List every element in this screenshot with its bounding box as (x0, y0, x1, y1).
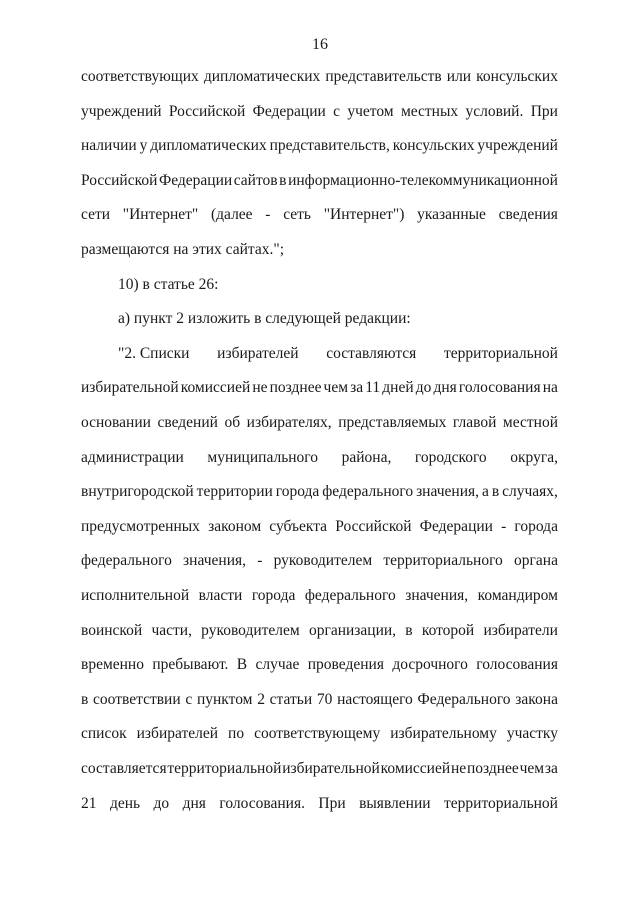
word: дипломатических (203, 68, 321, 85)
word: представляемых (338, 414, 447, 431)
word: представительств (325, 68, 442, 85)
text-line (81, 586, 558, 606)
word: наличии (81, 137, 137, 155)
word: комиссией (380, 760, 451, 777)
word: дня (433, 379, 457, 397)
word: в (81, 690, 89, 708)
word: внутригородской (81, 483, 194, 501)
word: федерального (304, 587, 396, 604)
word: дней (382, 379, 414, 397)
word: представительств, (269, 137, 390, 155)
word: список (81, 725, 127, 743)
line-text: а) пункт 2 изложить в следующей редакции: (118, 310, 411, 328)
word: города (514, 517, 558, 535)
word: на (542, 379, 558, 397)
word: с (333, 102, 341, 120)
word: проведения (307, 656, 384, 674)
word: воинской (81, 621, 143, 639)
word: или (446, 68, 472, 85)
text-line (81, 551, 558, 571)
word: руководителем (273, 552, 373, 570)
text-line (81, 205, 558, 225)
text-line (118, 309, 558, 329)
word: составляются (326, 344, 417, 362)
word: до (153, 794, 170, 812)
word: пребывают. (152, 656, 229, 674)
word: - (257, 552, 263, 570)
word: Федерации (158, 171, 233, 189)
word: по (228, 725, 245, 743)
word: района, (341, 448, 392, 466)
word: настоящего (337, 690, 413, 708)
text-line (81, 171, 558, 191)
word: "Интернет") (323, 206, 405, 224)
word: 21 (81, 794, 97, 812)
word: федерального (322, 483, 414, 501)
word: "Интернет" (122, 206, 199, 224)
word: Российской (81, 171, 158, 189)
word: чем (323, 379, 349, 397)
word: территориального (383, 552, 503, 570)
word: города (251, 587, 296, 604)
word: субъекта (269, 517, 328, 535)
word: закона (515, 690, 558, 708)
word: сети (81, 206, 111, 224)
word: (далее (211, 206, 253, 224)
line-text: 10) в статье 26: (118, 275, 219, 293)
word: соответствии (93, 690, 181, 708)
word: Российской (335, 517, 412, 535)
word: При (530, 102, 558, 120)
word: главой (452, 414, 497, 431)
word: значения, (183, 552, 246, 570)
word: Федерального (417, 690, 511, 708)
text-line (118, 344, 558, 364)
word: за (350, 379, 364, 397)
word: информационно-телекоммуникационной (288, 171, 558, 189)
word: организации, (308, 621, 397, 639)
word: об (224, 414, 241, 431)
word: округа, (510, 448, 558, 466)
word: 2 (257, 690, 265, 708)
word: руководителем (201, 621, 300, 639)
word: пунктом (196, 690, 253, 708)
word: день (109, 794, 141, 812)
word: администрации (81, 448, 184, 466)
word: учетом (347, 102, 394, 120)
text-line (81, 448, 558, 468)
word: голосования (476, 656, 558, 674)
word: "2. Списки (118, 344, 190, 362)
word: значения, (416, 483, 480, 501)
word: местных (400, 102, 459, 120)
word: участку (506, 725, 558, 743)
word: до (415, 379, 432, 397)
word: консульских (392, 137, 475, 155)
text-line (118, 275, 558, 295)
word: 70 (316, 690, 333, 708)
word: не (252, 379, 268, 397)
word: не (450, 760, 467, 777)
word: сведений (157, 414, 218, 431)
word: 11 (365, 379, 381, 397)
word: местной (502, 414, 558, 431)
word: федерального (81, 552, 172, 570)
text-line (81, 413, 558, 433)
word: временно (81, 656, 144, 674)
word: в (405, 621, 413, 639)
text-line (81, 67, 558, 87)
word: основании (81, 414, 151, 431)
word: законом (208, 517, 262, 535)
word: органа (514, 552, 558, 570)
word: сведения (498, 206, 558, 224)
word: учреждений (81, 102, 162, 120)
word: Федерации (419, 517, 493, 535)
text-line (81, 655, 558, 675)
word: части, (151, 621, 192, 639)
text-line (81, 794, 558, 814)
text-line (81, 378, 558, 398)
word: сеть (283, 206, 311, 224)
text-line (81, 759, 558, 779)
text-line (81, 240, 558, 260)
word: сайтов (233, 171, 278, 189)
word: значения, (405, 587, 469, 604)
text-line (81, 724, 558, 744)
word: консульских (476, 68, 558, 85)
page-number: 16 (312, 36, 328, 53)
text-line (81, 102, 558, 122)
word: составляется (81, 760, 167, 777)
word: власти (198, 587, 243, 604)
word: избирательной (282, 760, 380, 777)
word: города (275, 483, 320, 501)
word: исполнительной (81, 587, 190, 604)
word: которой (421, 621, 475, 639)
word: в (491, 483, 500, 501)
word: позднее (269, 379, 322, 397)
word: территориальной (444, 794, 558, 812)
word: избирательной (81, 379, 179, 397)
word: условий. (465, 102, 524, 120)
text-line (81, 136, 558, 156)
line-text: размещаются на этих сайтах."; (81, 241, 284, 258)
word: позднее (466, 760, 519, 777)
word: территориальной (444, 344, 558, 362)
word: городского (414, 448, 487, 466)
word: с (185, 690, 193, 708)
word: голосования. (219, 794, 305, 812)
word: у (139, 137, 148, 155)
word: избирательному (390, 725, 497, 743)
word: - (501, 517, 507, 535)
word: дипломатических (150, 137, 267, 155)
word: в (279, 171, 287, 189)
word: голосования (458, 379, 541, 397)
text-line (81, 690, 558, 710)
word: избирателей (136, 725, 219, 743)
word: - (265, 206, 271, 224)
word: учреждений (477, 137, 558, 155)
word: дня (182, 794, 206, 812)
word: случае (255, 656, 300, 674)
word: территориальной (167, 760, 282, 777)
word: выявлении (359, 794, 431, 812)
word: При (318, 794, 346, 812)
word: В (236, 656, 248, 674)
word: соответствующих (81, 68, 199, 85)
text-line (81, 482, 558, 502)
word: чем (519, 760, 545, 777)
text-line (81, 621, 558, 641)
word: избирателей (217, 344, 299, 362)
word: Российской (168, 102, 246, 120)
word: соответствующему (254, 725, 381, 743)
word: случаях, (502, 483, 558, 501)
word: избиратели (483, 621, 558, 639)
word: комиссией (180, 379, 251, 397)
word: за (544, 760, 558, 777)
text-line (81, 517, 558, 537)
word: командиром (477, 587, 558, 604)
word: а (481, 483, 489, 501)
word: статьи (269, 690, 313, 708)
word: избирателях, (246, 414, 332, 431)
word: территории (196, 483, 273, 501)
word: предусмотренных (81, 517, 200, 535)
word: муниципального (207, 448, 319, 466)
word: досрочного (392, 656, 468, 674)
word: указанные (417, 206, 486, 224)
word: Федерации (252, 102, 326, 120)
